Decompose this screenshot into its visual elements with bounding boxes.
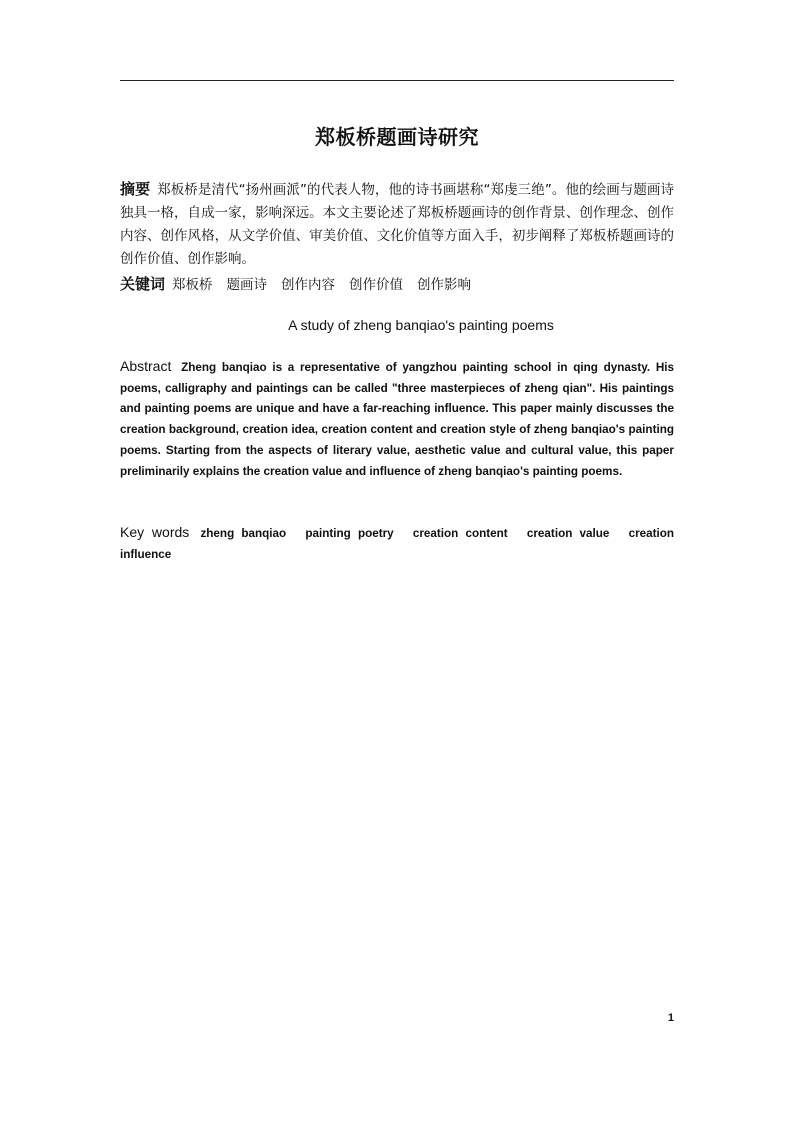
chinese-keyword: 创作价值	[349, 277, 404, 293]
english-abstract-label: Abstract	[120, 358, 172, 374]
chinese-title: 郑板桥题画诗研究	[315, 125, 479, 149]
english-keywords-label: Key words	[120, 524, 190, 540]
chinese-abstract	[120, 178, 674, 271]
english-abstract	[120, 356, 674, 482]
page-number: 1	[667, 1012, 674, 1024]
chinese-abstract-label: 摘要	[120, 180, 151, 198]
english-keywords	[120, 522, 674, 565]
english-keyword: creation content	[412, 527, 508, 540]
english-keyword: creation value	[526, 527, 610, 540]
chinese-keyword: 创作内容	[281, 277, 336, 293]
english-title: A study of zheng banqiao's painting poems	[288, 317, 554, 333]
english-keyword: zheng banqiao	[200, 527, 287, 540]
chinese-keyword: 题画诗	[226, 277, 268, 293]
english-keyword: painting poetry	[305, 527, 394, 540]
chinese-keywords	[120, 272, 674, 297]
chinese-keywords-label: 关键词	[120, 275, 166, 293]
chinese-keyword: 郑板桥	[172, 277, 213, 293]
english-keyword: creation influence	[120, 527, 675, 561]
english-abstract-text: Zheng banqiao is a representative of yangzhou painting school in qing dynasty. His poems, calligraphy and paintings can be called "three masterpieces of zheng qian". His paintings and painting poems are unique and have a far-reaching influence. This paper mainly discusses the creation background, creation idea, creation content and creation style of zheng banqiao's painting poems. Starting from the aspects of literary value, aesthetic value and cultural value, this paper preliminarily explains the creation value and influence of zheng banqiao's painting poems.	[120, 361, 675, 478]
header-rule	[120, 80, 674, 81]
chinese-keyword: 创作影响	[417, 277, 472, 293]
chinese-abstract-text: 郑板桥是清代“扬州画派”的代表人物，他的诗书画堪称“郑虔三绝”。他的绘画与题画诗独具一格，自成一家，影响深远。本文主要论述了郑板桥题画诗的创作背景、创作理念、创作内容、创作风格，从文学价值、审美价值、文化价值等方面入手，初步阐释了郑板桥题画诗的创作价值、创作影响。	[120, 182, 674, 267]
